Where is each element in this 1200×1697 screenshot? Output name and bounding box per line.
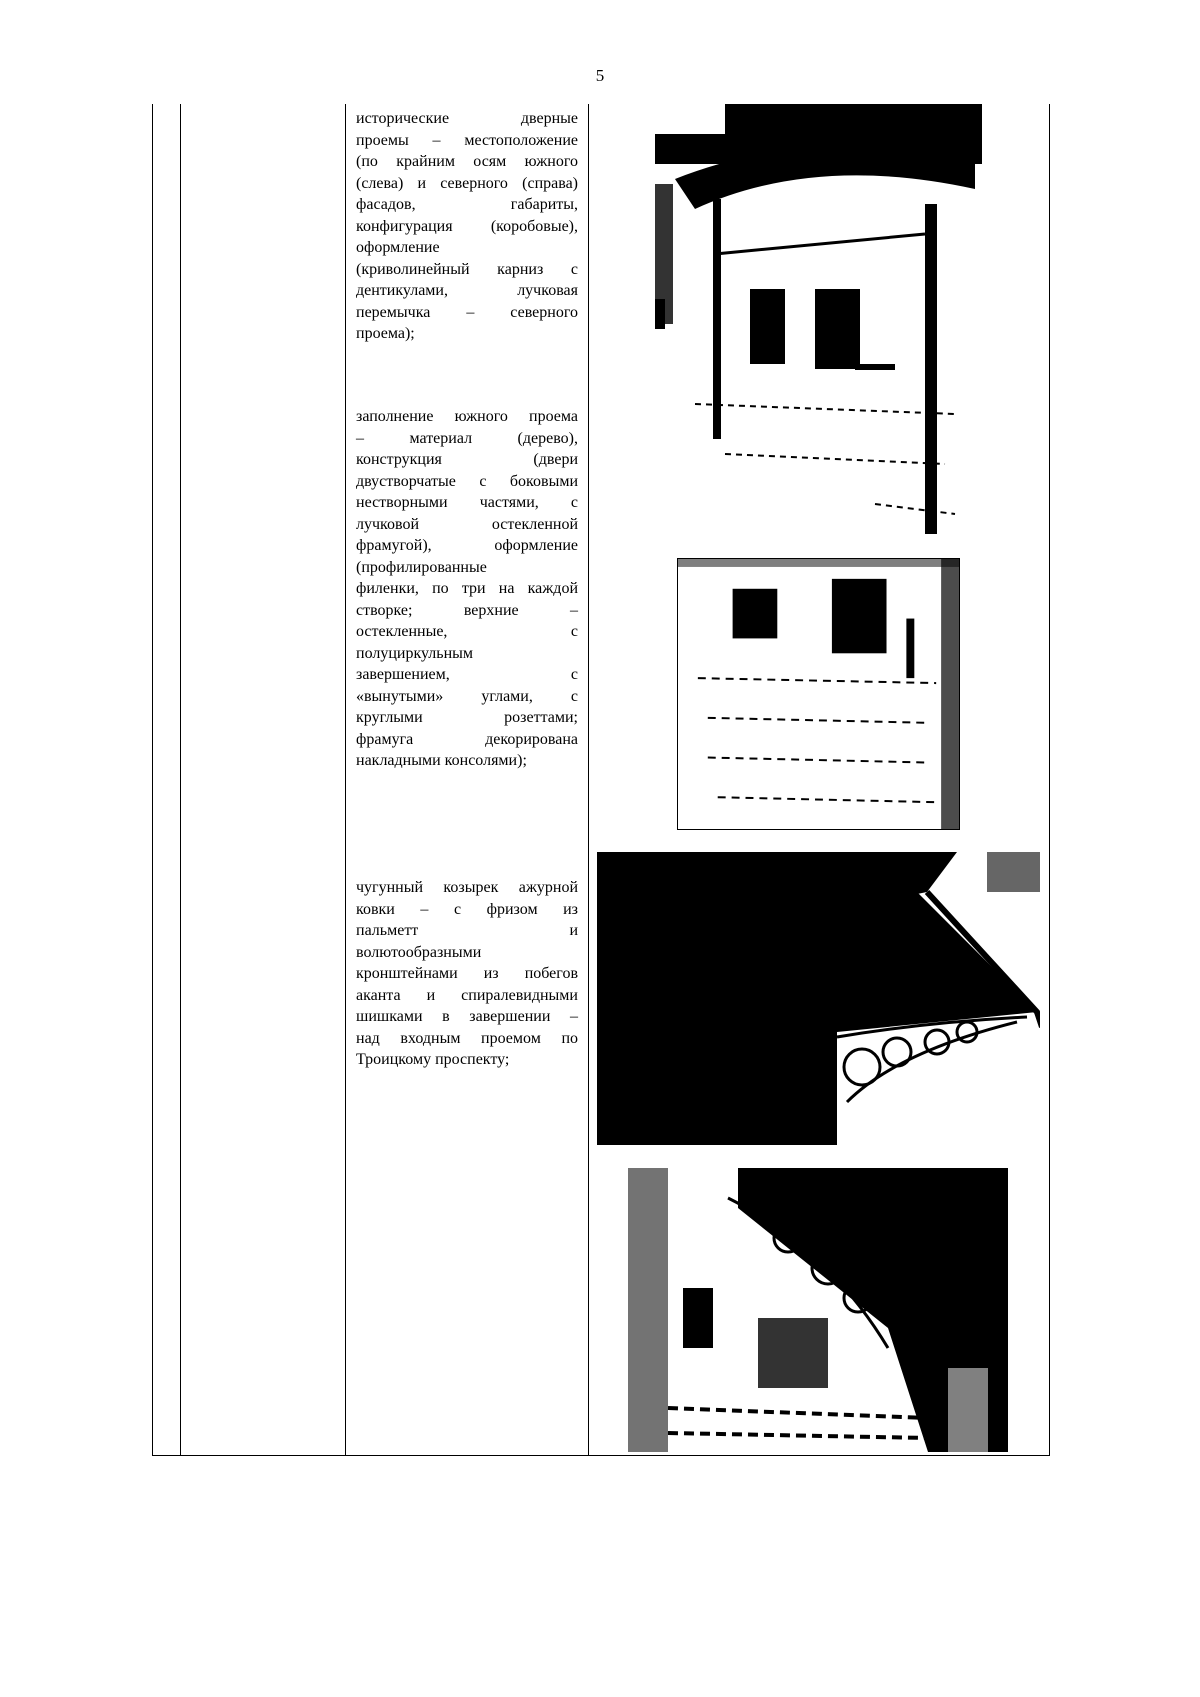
- text-line: конструкция (двери: [356, 451, 578, 468]
- column-divider: [345, 104, 346, 1456]
- text-line: полуциркульным: [356, 644, 474, 662]
- text-line: ковки – с фризом из: [356, 900, 578, 918]
- photo-door-openings-facade: [655, 104, 982, 537]
- column-divider: [180, 104, 181, 1456]
- text-line: (по крайним осям южного: [356, 153, 578, 170]
- text-line: створке; верхние –: [356, 601, 578, 619]
- text-line: шишками в завершении –: [356, 1008, 578, 1025]
- description-door-openings: [356, 108, 578, 345]
- text-line: перемычка – северного: [356, 303, 578, 321]
- text-line: нестворными частями, с: [356, 494, 578, 511]
- text-line: накладными консолями);: [356, 752, 527, 769]
- text-line: конфигурация (коробовые),: [356, 217, 578, 235]
- photo-south-door: [677, 558, 960, 830]
- text-line: оформление: [356, 239, 440, 256]
- text-line: остекленные, с: [356, 623, 578, 640]
- text-line: заполнение южного проема: [356, 408, 578, 425]
- text-line: дентикулами, лучковая: [356, 282, 578, 299]
- text-line: лучковой остекленной: [356, 515, 578, 533]
- page-number: 5: [595, 66, 605, 85]
- text-line: филенки, по три на каждой: [356, 580, 578, 597]
- text-line: фрамугой), оформление: [356, 537, 578, 554]
- text-line: (криволинейный карниз с: [356, 260, 578, 278]
- text-line: круглыми розеттами;: [356, 709, 578, 726]
- text-line: пальметт и: [356, 922, 578, 939]
- text-line: над входным проемом по: [356, 1029, 578, 1047]
- photo-cast-iron-canopy: [597, 852, 1040, 1145]
- text-line: (слева) и северного (справа): [356, 174, 578, 192]
- description-south-door-filling: [356, 406, 578, 772]
- description-cast-iron-canopy: [356, 877, 578, 1071]
- text-line: проема);: [356, 325, 415, 342]
- text-line: Троицкому проспекту;: [356, 1051, 510, 1068]
- text-line: фрамуга декорирована: [356, 730, 578, 748]
- photo-canopy-closeup: [628, 1168, 1008, 1452]
- text-line: фасадов, габариты,: [356, 196, 578, 213]
- text-line: кронштейнами из побегов: [356, 965, 578, 982]
- text-line: чугунный козырек ажурной: [356, 879, 578, 896]
- text-line: аканта и спиралевидными: [356, 986, 578, 1004]
- text-line: проемы – местоположение: [356, 131, 578, 149]
- text-line: исторические дверные: [356, 110, 578, 127]
- column-divider: [588, 104, 589, 1456]
- text-line: завершением, с: [356, 666, 578, 683]
- text-line: двустворчатые с боковыми: [356, 472, 578, 490]
- text-line: «вынутыми» углами, с: [356, 687, 578, 705]
- text-line: волютообразными: [356, 943, 482, 961]
- text-line: (профилированные: [356, 558, 487, 576]
- text-line: – материал (дерево),: [356, 429, 578, 447]
